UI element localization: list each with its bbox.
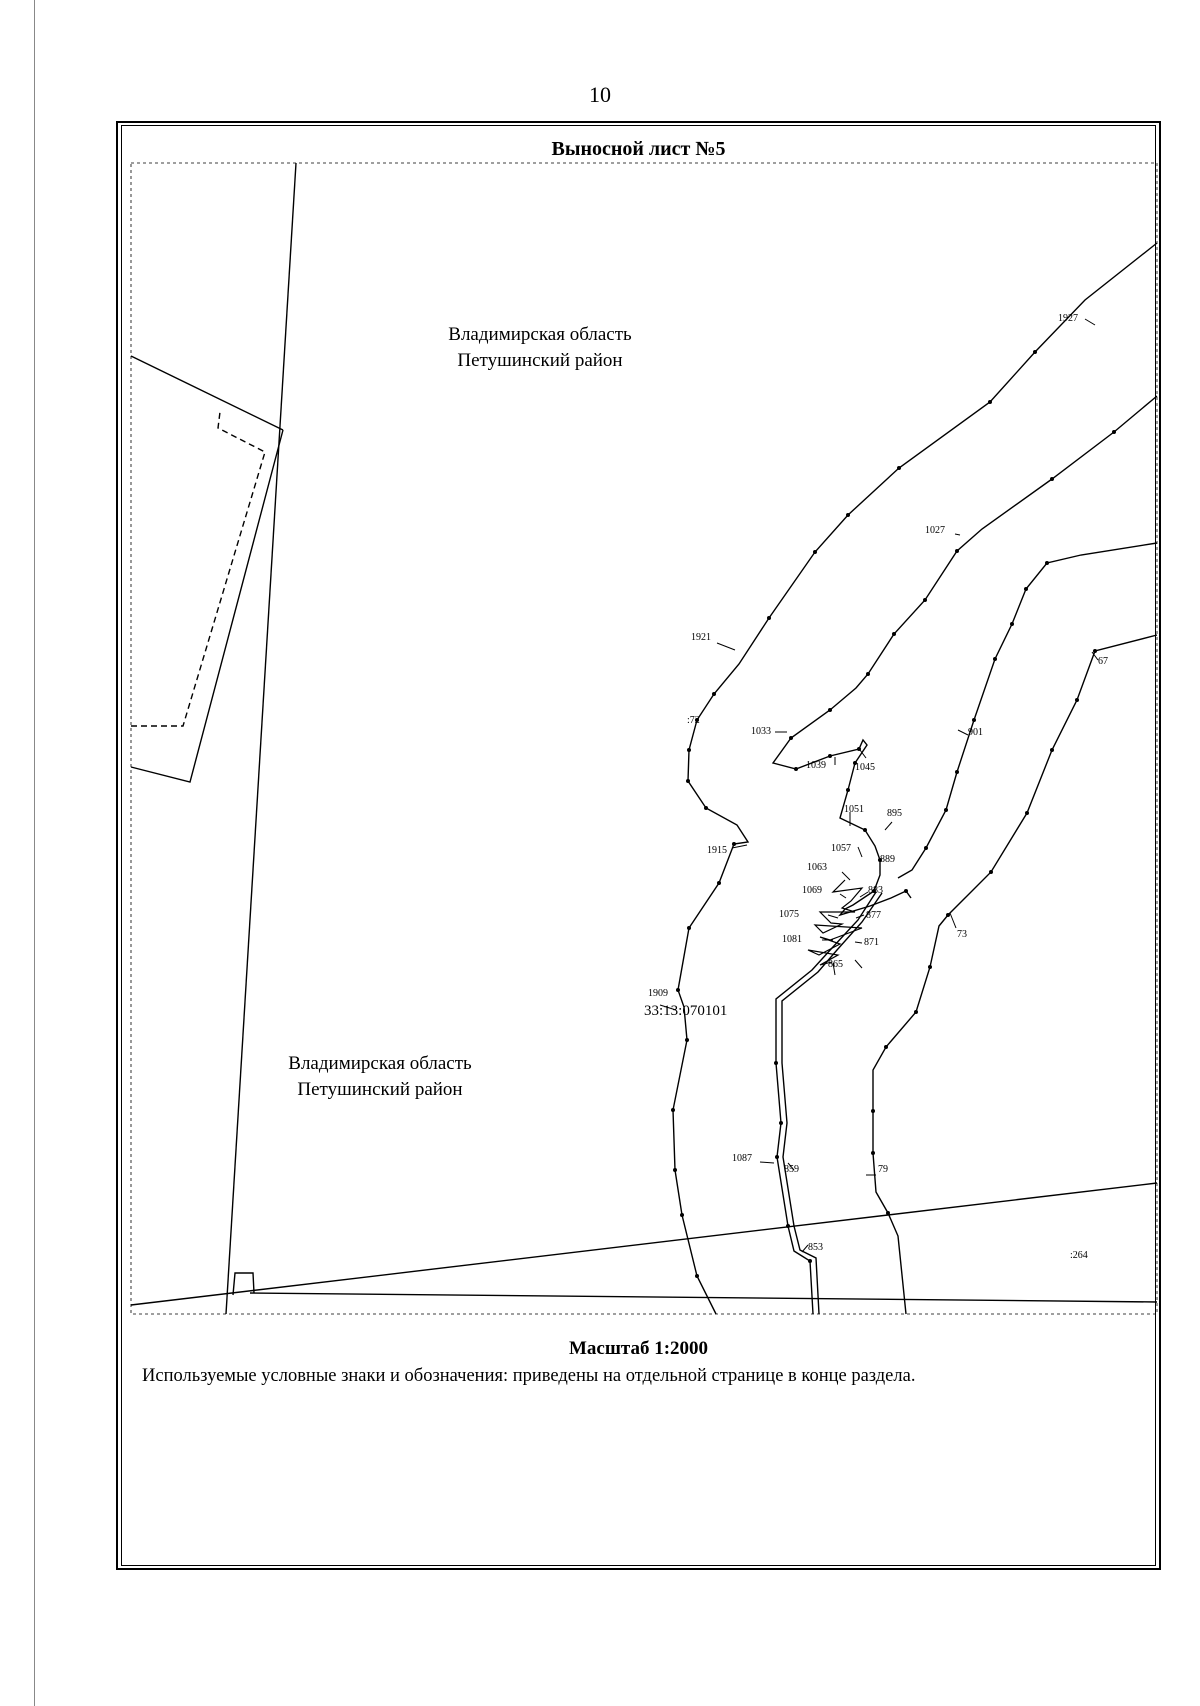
point-label-1057: 1057 xyxy=(831,843,851,854)
vertex xyxy=(717,881,721,885)
point-label-1039: 1039 xyxy=(806,760,826,771)
vertex xyxy=(813,550,817,554)
road-double-right xyxy=(782,893,882,1314)
point-label-889: 889 xyxy=(880,854,895,865)
vertex xyxy=(1033,350,1037,354)
page-number: 10 xyxy=(589,82,611,107)
road-double-left xyxy=(776,892,876,1314)
point-label-1909: 1909 xyxy=(648,988,668,999)
vertex xyxy=(1010,622,1014,626)
vertex xyxy=(944,808,948,812)
vertex xyxy=(808,1259,812,1263)
point-label-264: :264 xyxy=(1070,1250,1088,1261)
vertex xyxy=(774,1061,778,1065)
vertex xyxy=(1050,477,1054,481)
leader-lines xyxy=(660,319,1098,1252)
point-label-1075: 1075 xyxy=(779,909,799,920)
point-label-1027: 1027 xyxy=(925,525,945,536)
vertex xyxy=(955,549,959,553)
legend-note: Используемые условные знаки и обозначения: приведены на отдельной странице в конце раздела. xyxy=(142,1366,916,1386)
region-label-lower xyxy=(240,1051,520,1103)
vertex xyxy=(676,988,680,992)
region-name: Владимирская область xyxy=(448,324,632,345)
vertex xyxy=(866,672,870,676)
vertex xyxy=(988,400,992,404)
vertex xyxy=(687,926,691,930)
vertex xyxy=(680,1213,684,1217)
vertex xyxy=(1024,587,1028,591)
vertex xyxy=(897,466,901,470)
point-label-73: 73 xyxy=(957,929,967,940)
vertex xyxy=(923,598,927,602)
vertex xyxy=(955,770,959,774)
vertex xyxy=(892,632,896,636)
point-label-1033: 1033 xyxy=(751,726,771,737)
cadastral-number: 33:13:070101 xyxy=(644,1003,728,1019)
parcel-boundary-left-upper xyxy=(131,356,283,430)
parcel-boundary-dashed xyxy=(131,412,265,726)
vertex xyxy=(993,657,997,661)
point-label-1051: 1051 xyxy=(844,804,864,815)
vertex xyxy=(704,806,708,810)
vertex xyxy=(712,692,716,696)
vertex xyxy=(789,736,793,740)
point-label-72: :72 xyxy=(687,715,700,726)
point-label-79: 79 xyxy=(878,1164,888,1175)
region-name: Владимирская область xyxy=(288,1053,472,1074)
vertex xyxy=(828,754,832,758)
point-label-883: 883 xyxy=(868,885,883,896)
vertex xyxy=(871,1151,875,1155)
point-label-1921: 1921 xyxy=(691,632,711,643)
point-label-67: 67 xyxy=(1098,656,1108,667)
vertex xyxy=(924,846,928,850)
point-label-901: 901 xyxy=(968,727,983,738)
boundary-road-lower xyxy=(250,1293,1157,1302)
vertex xyxy=(671,1108,675,1112)
point-label-853: 853 xyxy=(808,1242,823,1253)
vertex xyxy=(972,718,976,722)
vertex xyxy=(1075,698,1079,702)
district-name: Петушинский район xyxy=(297,1079,463,1100)
vertex xyxy=(886,1211,890,1215)
vertex xyxy=(1050,748,1054,752)
district-name: Петушинский район xyxy=(457,350,623,371)
vertex xyxy=(871,1109,875,1113)
point-label-877: 877 xyxy=(866,910,881,921)
vertex xyxy=(989,870,993,874)
contour-third xyxy=(898,543,1157,878)
vertex xyxy=(786,1224,790,1228)
vertex xyxy=(732,842,736,846)
boundary-vertical xyxy=(226,163,296,1314)
vertex xyxy=(846,788,850,792)
vertex xyxy=(673,1168,677,1172)
point-label-859: 859 xyxy=(784,1164,799,1175)
point-label-1045: 1045 xyxy=(855,762,875,773)
vertex xyxy=(1045,561,1049,565)
parcel-boundary-left-lower xyxy=(131,430,283,782)
vertex xyxy=(695,1274,699,1278)
point-label-1069: 1069 xyxy=(802,885,822,896)
vertex xyxy=(904,889,908,893)
vertex xyxy=(846,513,850,517)
point-label-895: 895 xyxy=(887,808,902,819)
sheet-title: Выносной лист №5 xyxy=(551,138,726,160)
vertex xyxy=(946,913,950,917)
vertex xyxy=(1093,649,1097,653)
vertex xyxy=(884,1045,888,1049)
point-label-1063: 1063 xyxy=(807,862,827,873)
vertex xyxy=(828,708,832,712)
vertex xyxy=(928,965,932,969)
point-label-1081: 1081 xyxy=(782,934,802,945)
vertex xyxy=(1112,430,1116,434)
vertex xyxy=(1025,811,1029,815)
vertex xyxy=(767,616,771,620)
point-label-1087: 1087 xyxy=(732,1153,752,1164)
point-labels xyxy=(648,313,1108,1261)
point-label-1915: 1915 xyxy=(707,845,727,856)
map-scale: Масштаб 1:2000 xyxy=(568,1338,709,1359)
vertex xyxy=(779,1121,783,1125)
vertex xyxy=(863,828,867,832)
point-label-865: 865 xyxy=(828,959,843,970)
vertex xyxy=(775,1155,779,1159)
point-label-871: 871 xyxy=(864,937,879,948)
vertex xyxy=(914,1010,918,1014)
vertex xyxy=(686,779,690,783)
vertex xyxy=(794,767,798,771)
boundary-road-upper xyxy=(131,1183,1157,1305)
vertex xyxy=(687,748,691,752)
vertex xyxy=(685,1038,689,1042)
point-label-1927: 1927 xyxy=(1058,313,1078,324)
region-label-upper xyxy=(400,322,680,374)
